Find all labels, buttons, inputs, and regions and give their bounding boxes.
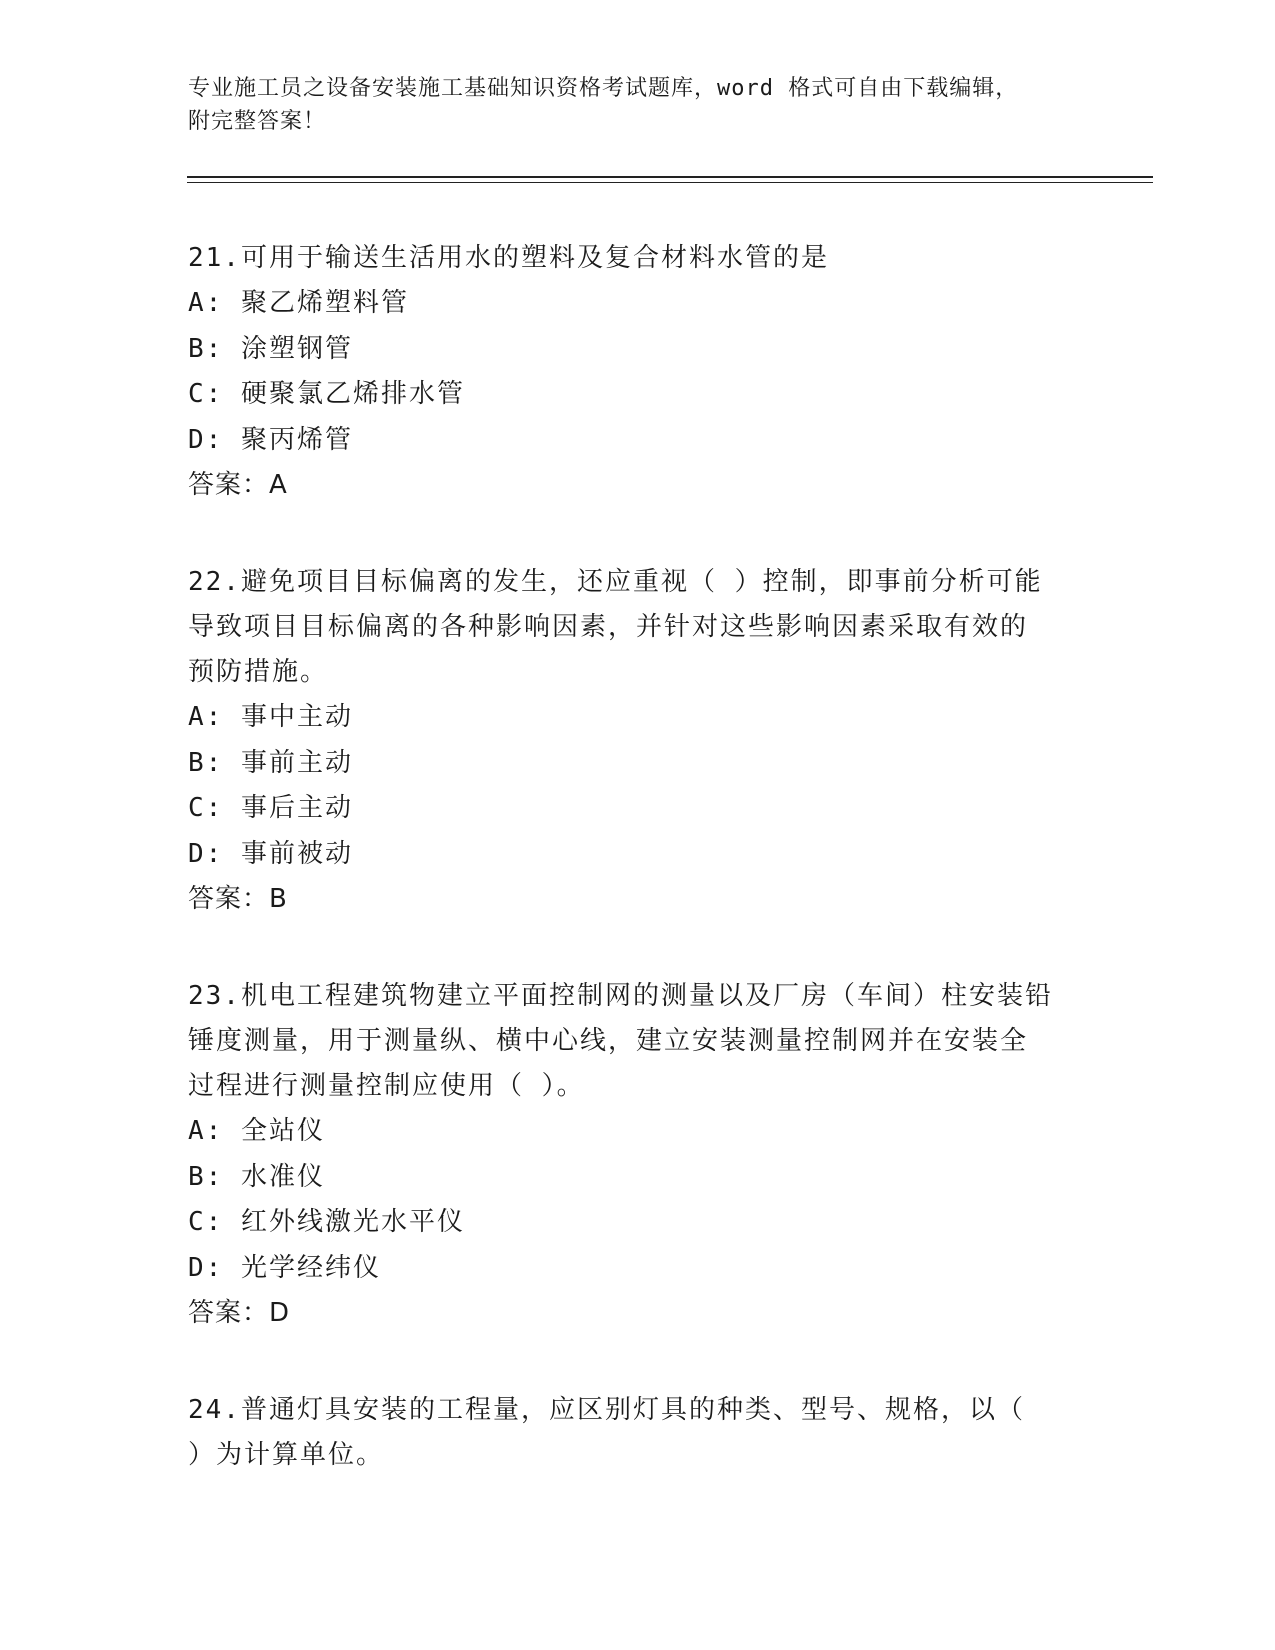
option-a: A: 事中主动 — [188, 702, 353, 732]
question-text-line: 22.避免项目目标偏离的发生，还应重视（ ）控制，即事前分析可能 — [188, 567, 1043, 597]
question-text-line: 过程进行测量控制应使用（ ）。 — [188, 1071, 585, 1101]
header-line-1: 专业施工员之设备安装施工基础知识资格考试题库，word 格式可自由下载编辑， — [188, 76, 1019, 101]
question-text-line: 21.可用于输送生活用水的塑料及复合材料水管的是 — [188, 243, 829, 273]
question-22 — [188, 560, 1068, 922]
option-a: A: 全站仪 — [188, 1116, 325, 1146]
option-d: D: 事前被动 — [188, 838, 353, 869]
question-list — [188, 236, 1068, 1530]
option-c: C: 硬聚氯乙烯排水管 — [188, 379, 465, 409]
answer: 答案：D — [188, 1298, 291, 1328]
answer: 答案：B — [188, 884, 288, 914]
option-c: C: 事后主动 — [188, 793, 353, 823]
question-text-line: 导致项目目标偏离的各种影响因素，并针对这些影响因素采取有效的 — [188, 612, 1029, 642]
question-24 — [188, 1388, 1068, 1478]
document-header — [188, 72, 1068, 138]
question-text-line: 24.普通灯具安装的工程量，应区别灯具的种类、型号、规格，以（ — [188, 1395, 1025, 1425]
option-b: B: 涂塑钢管 — [188, 333, 353, 364]
option-a: A: 聚乙烯塑料管 — [188, 288, 409, 318]
question-text-line: 预防措施。 — [188, 657, 329, 687]
question-21 — [188, 236, 1068, 508]
question-text-line: 23.机电工程建筑物建立平面控制网的测量以及厂房（车间）柱安装铅 — [188, 981, 1053, 1011]
answer: 答案：A — [188, 470, 288, 500]
header-divider-thin — [187, 182, 1153, 183]
option-b: B: 水准仪 — [188, 1161, 325, 1192]
question-text-line: ）为计算单位。 — [188, 1440, 385, 1470]
option-b: B: 事前主动 — [188, 747, 353, 778]
question-text-line: 锤度测量，用于测量纵、横中心线，建立安装测量控制网并在安装全 — [188, 1026, 1029, 1056]
option-d: D: 光学经纬仪 — [188, 1252, 381, 1283]
option-d: D: 聚丙烯管 — [188, 424, 353, 455]
header-divider-thick — [187, 176, 1153, 178]
option-c: C: 红外线激光水平仪 — [188, 1207, 465, 1237]
header-line-2: 附完整答案！ — [188, 109, 327, 134]
question-23 — [188, 974, 1068, 1336]
